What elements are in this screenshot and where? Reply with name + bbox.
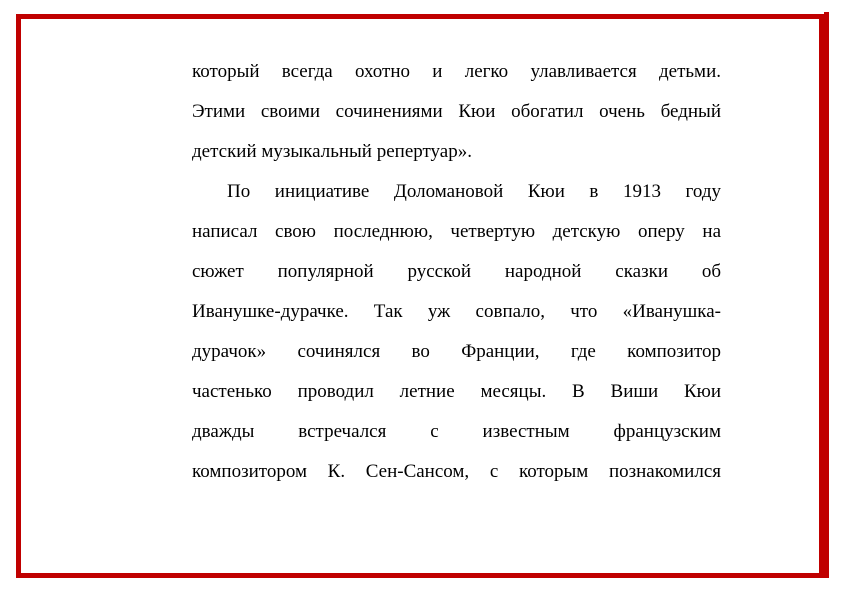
frame-shadow-bottom: [22, 573, 829, 578]
text-line: Иванушке-дурачке. Так уж совпало, что «Иванушка-: [192, 301, 721, 322]
document-text-block: [192, 52, 721, 492]
frame-shadow-right: [824, 12, 829, 578]
paragraph-first-line: По инициативе Доломановой Кюи в 1913 году: [227, 181, 721, 202]
text-line: дурачок» сочинялся во Франции, где композитор: [192, 341, 721, 362]
text-line: частенько проводил летние месяцы. В Виши Кюи: [192, 381, 721, 402]
text-line: композитором К. Сен-Сансом, с которым познакомился: [192, 461, 721, 482]
text-line: сюжет популярной русской народной сказки об: [192, 261, 721, 282]
text-line: Этими своими сочинениями Кюи обогатил очень бедный: [192, 101, 721, 122]
text-line: написал свою последнюю, четвертую детскую оперу на: [192, 221, 721, 242]
text-line: детский музыкальный репертуар».: [192, 141, 472, 162]
frame-corner: [818, 12, 829, 20]
text-line: дважды встречался с известным французским: [192, 421, 721, 442]
text-line: который всегда охотно и легко улавливается детьми.: [192, 61, 721, 82]
